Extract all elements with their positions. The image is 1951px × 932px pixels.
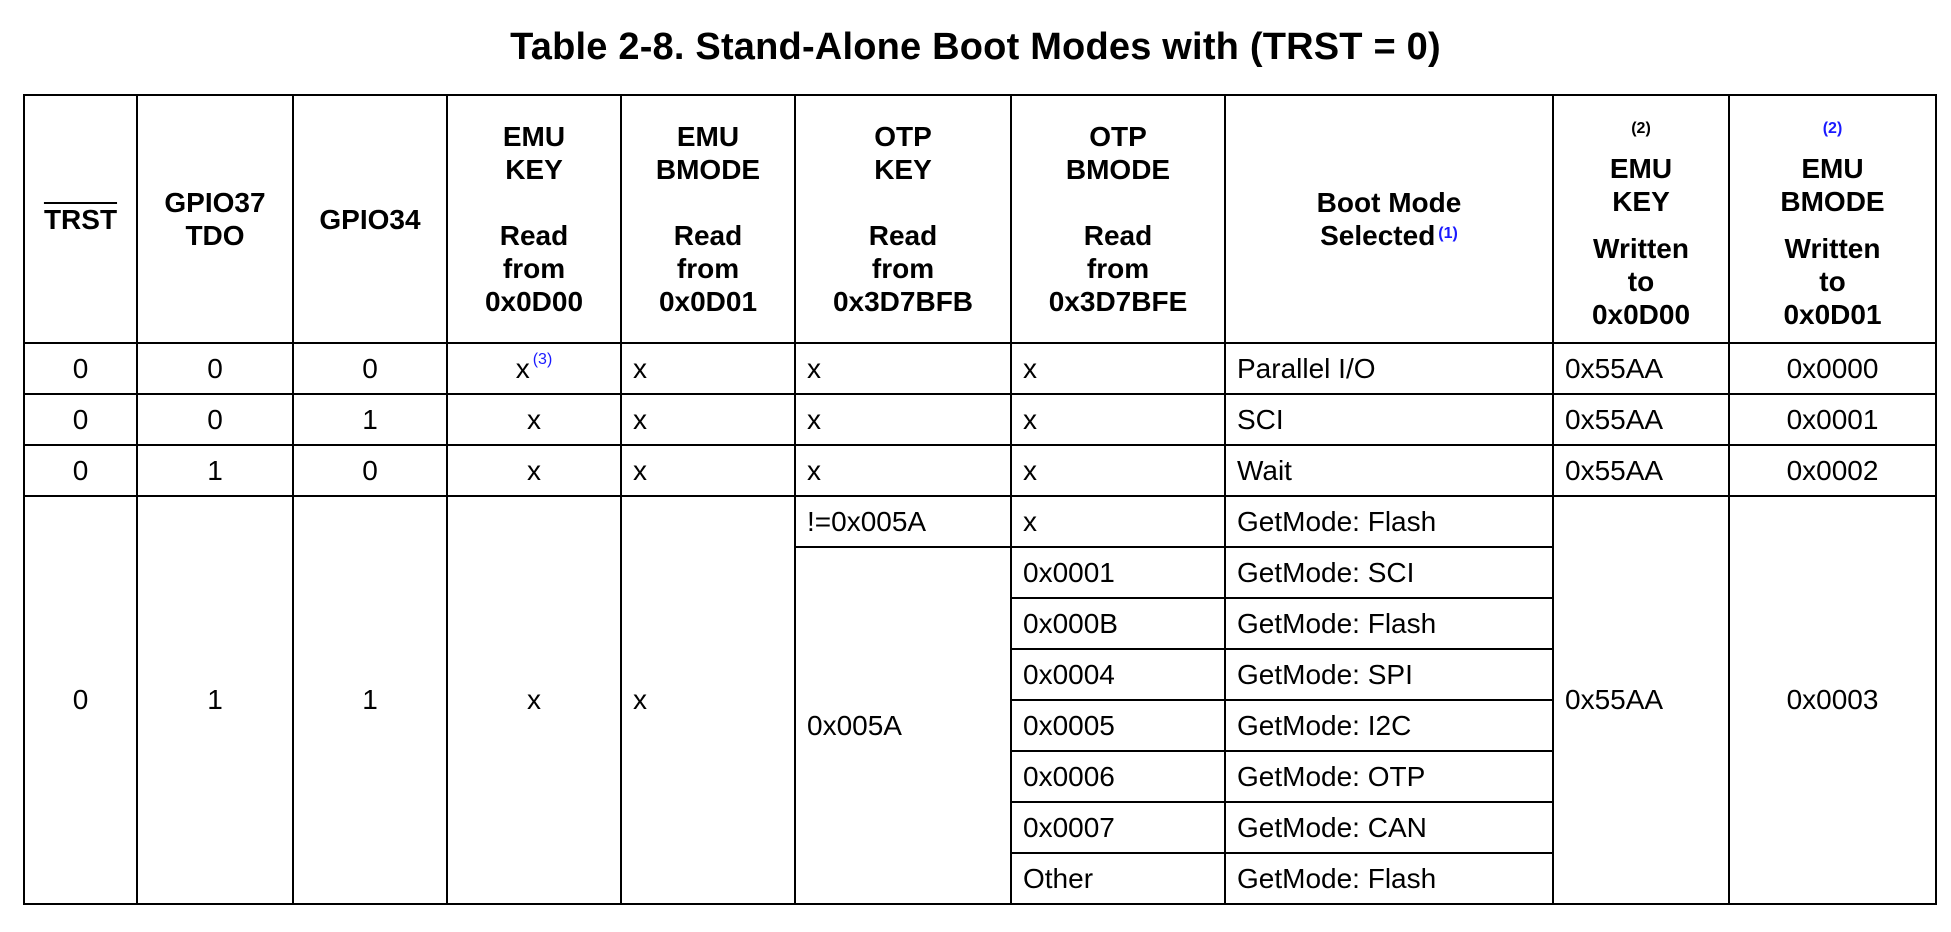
header-emu-key-written: (2) EMU KEY Written to 0x0D00 — [1553, 95, 1729, 343]
table-row — [24, 343, 1936, 394]
cell-gpio37: 1 — [137, 496, 293, 904]
cell-trst: 0 — [24, 394, 137, 445]
cell-otp-bmode: x — [1011, 496, 1225, 547]
header-emu-bmode-read: EMU BMODE Read from 0x0D01 — [621, 95, 795, 343]
cell-otp-key: x — [795, 445, 1011, 496]
cell-boot-mode: GetMode: SCI — [1225, 547, 1553, 598]
cell-otp-bmode: 0x0007 — [1011, 802, 1225, 853]
cell-boot-mode: GetMode: OTP — [1225, 751, 1553, 802]
footnote-link-3[interactable]: (3) — [532, 350, 553, 368]
cell-otp-key: x — [795, 343, 1011, 394]
cell-boot-mode: GetMode: Flash — [1225, 496, 1553, 547]
cell-gpio37: 0 — [137, 343, 293, 394]
cell-trst: 0 — [24, 445, 137, 496]
cell-otp-bmode: x — [1011, 445, 1225, 496]
cell-gpio34: 0 — [293, 343, 447, 394]
header-row — [24, 95, 1936, 343]
cell-key-written: 0x55AA — [1553, 343, 1729, 394]
header-otp-bmode-read: OTP BMODE Read from 0x3D7BFE — [1011, 95, 1225, 343]
cell-otp-key: 0x005A — [795, 547, 1011, 904]
cell-boot-mode: GetMode: SPI — [1225, 649, 1553, 700]
cell-emu-key: x $^{(3)}$ — [447, 343, 621, 394]
cell-boot-mode: Wait — [1225, 445, 1553, 496]
cell-boot-mode: GetMode: Flash — [1225, 853, 1553, 904]
cell-otp-bmode: 0x0001 — [1011, 547, 1225, 598]
table-row — [24, 496, 1936, 547]
cell-gpio37: 0 — [137, 394, 293, 445]
cell-emu-bmode: x — [621, 496, 795, 904]
cell-emu-key: x — [447, 496, 621, 904]
header-gpio34: GPIO34 — [293, 95, 447, 343]
cell-boot-mode: GetMode: CAN — [1225, 802, 1553, 853]
boot-modes-table — [23, 94, 1937, 905]
cell-key-written: 0x55AA — [1553, 496, 1729, 904]
header-otp-key-read: OTP KEY Read from 0x3D7BFB — [795, 95, 1011, 343]
cell-boot-mode: Parallel I/O — [1225, 343, 1553, 394]
cell-emu-key: x — [447, 394, 621, 445]
table-row — [24, 445, 1936, 496]
cell-trst: 0 — [24, 343, 137, 394]
footnote-link-2[interactable]: (2) — [1822, 120, 1843, 137]
cell-gpio37: 1 — [137, 445, 293, 496]
cell-otp-key: x — [795, 394, 1011, 445]
header-trst: TRST — [24, 95, 137, 343]
cell-gpio34: 0 — [293, 445, 447, 496]
cell-key-written: 0x55AA — [1553, 445, 1729, 496]
cell-otp-bmode: 0x0005 — [1011, 700, 1225, 751]
cell-gpio34: 1 — [293, 394, 447, 445]
table-title: Table 2-8. Stand-Alone Boot Modes with (TRST = 0) — [510, 26, 1441, 68]
cell-trst: 0 — [24, 496, 137, 904]
header-boot-mode-selected: Boot Mode Selected $^{(1)}$ — [1225, 95, 1553, 343]
cell-otp-bmode: x — [1011, 394, 1225, 445]
cell-bmode-written: 0x0000 — [1729, 343, 1936, 394]
cell-key-written: 0x55AA — [1553, 394, 1729, 445]
header-emu-bmode-written: (2) EMU BMODE Written to 0x0D01 — [1729, 95, 1936, 343]
footnote-2-key: (2) — [1631, 120, 1651, 137]
cell-otp-bmode: 0x0006 — [1011, 751, 1225, 802]
cell-emu-bmode: x — [621, 394, 795, 445]
cell-otp-bmode: 0x0004 — [1011, 649, 1225, 700]
cell-emu-bmode: x — [621, 343, 795, 394]
cell-bmode-written: 0x0002 — [1729, 445, 1936, 496]
cell-emu-key: x — [447, 445, 621, 496]
cell-gpio34: 1 — [293, 496, 447, 904]
cell-otp-bmode: x — [1011, 343, 1225, 394]
header-gpio37: GPIO37 TDO — [137, 95, 293, 343]
cell-otp-bmode: 0x000B — [1011, 598, 1225, 649]
cell-boot-mode: GetMode: Flash — [1225, 598, 1553, 649]
cell-boot-mode: SCI — [1225, 394, 1553, 445]
table-row — [24, 394, 1936, 445]
cell-bmode-written: 0x0003 — [1729, 496, 1936, 904]
cell-boot-mode: GetMode: I2C — [1225, 700, 1553, 751]
cell-emu-bmode: x — [621, 445, 795, 496]
footnote-link-1[interactable]: (1) — [1438, 225, 1458, 242]
cell-bmode-written: 0x0001 — [1729, 394, 1936, 445]
header-emu-key-read: EMU KEY Read from 0x0D00 — [447, 95, 621, 343]
cell-otp-bmode: Other — [1011, 853, 1225, 904]
cell-otp-key: !=0x005A — [795, 496, 1011, 547]
